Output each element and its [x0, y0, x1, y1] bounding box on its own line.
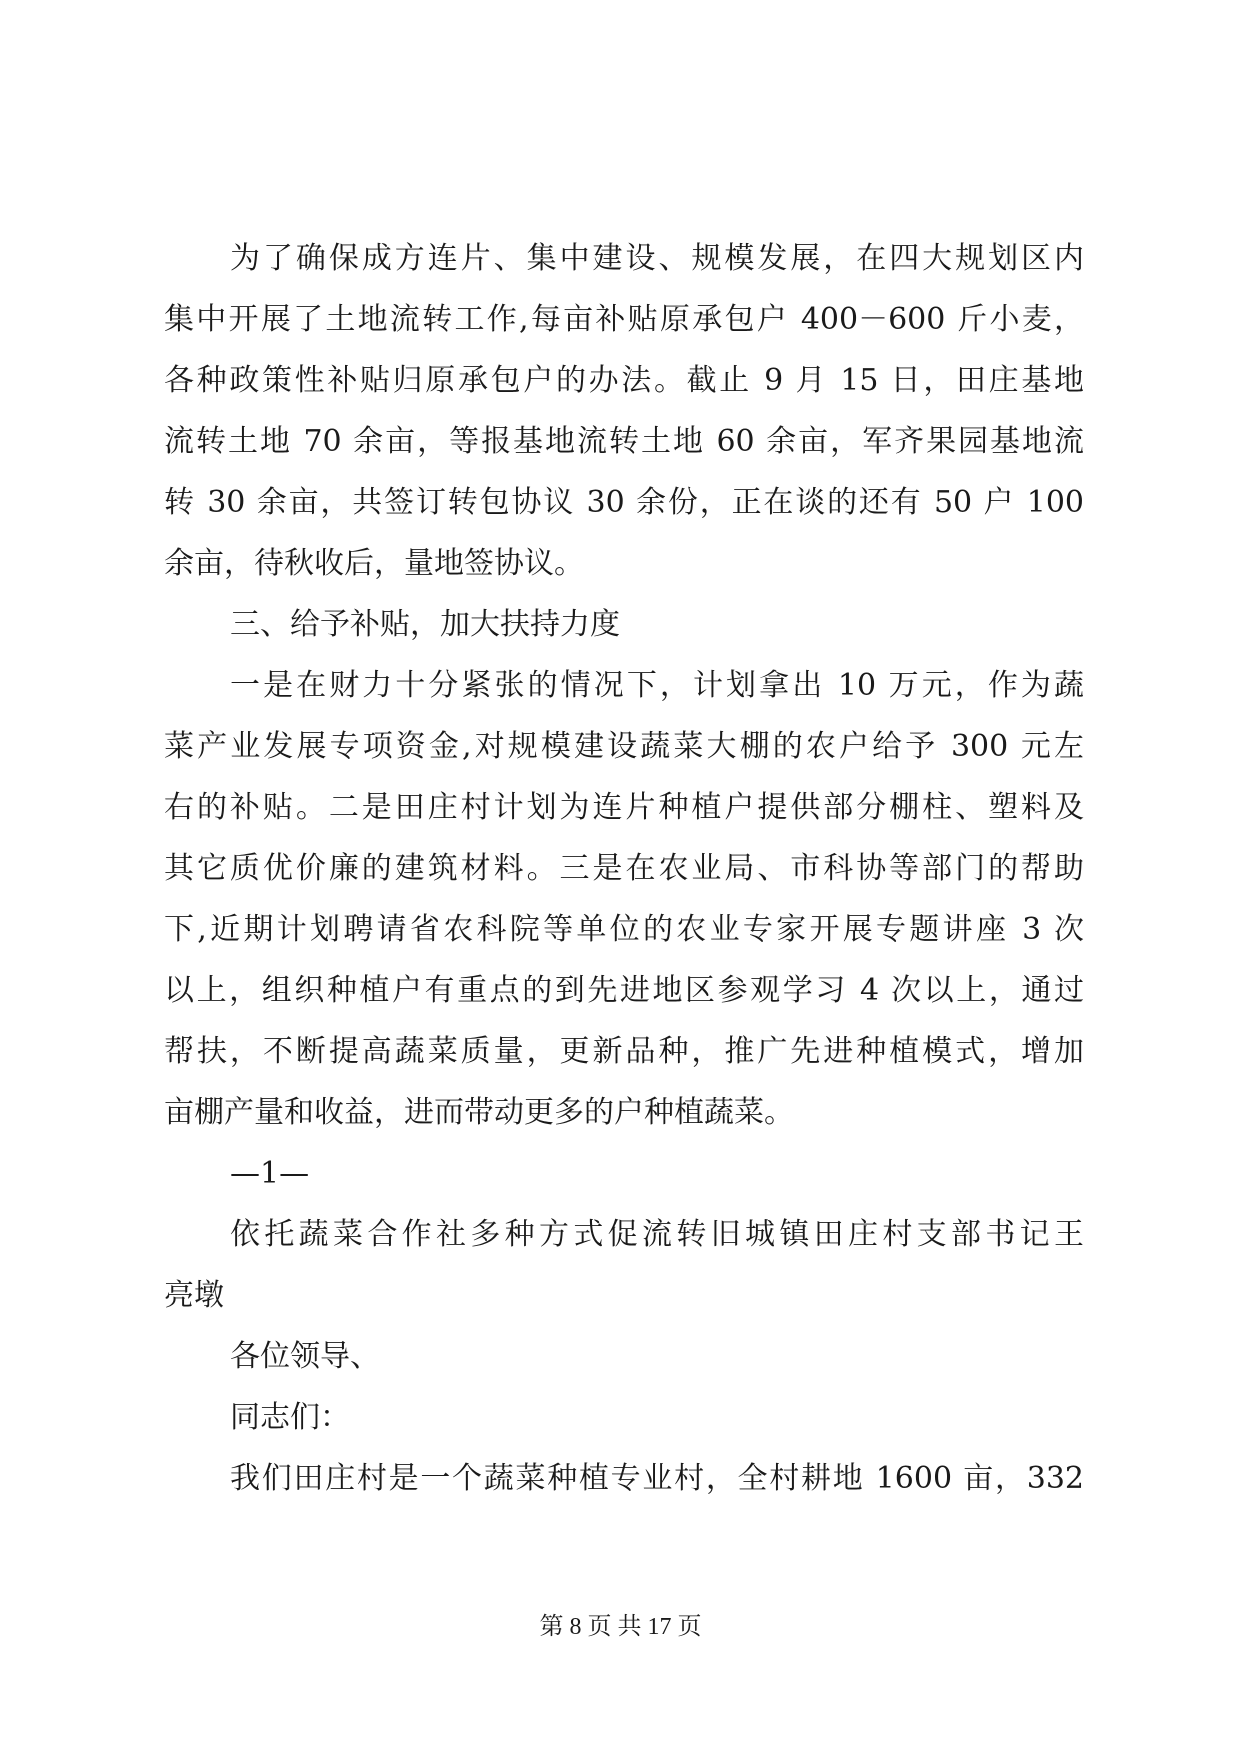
paragraph-line: 其它质优价廉的建筑材料。三是在农业局、市科协等部门的帮助: [164, 851, 1084, 886]
paragraph-line: 一是在财力十分紧张的情况下，计划拿出 10 万元，作为蔬: [230, 668, 1084, 703]
paragraph-line: 流转土地 70 余亩，等报基地流转土地 60 余亩，军齐果园基地流: [164, 424, 1084, 459]
paragraph-line: 转 30 余亩，共签订转包协议 30 余份，正在谈的还有 50 户 100: [164, 485, 1084, 520]
paragraph-line: 右的补贴。二是田庄村计划为连片种植户提供部分棚柱、塑料及: [164, 790, 1084, 825]
paragraph-line: 各种政策性补贴归原承包户的办法。截止 9 月 15 日，田庄基地: [164, 363, 1084, 398]
paragraph-line: 我们田庄村是一个蔬菜种植专业村，全村耕地 1600 亩，332: [230, 1461, 1084, 1496]
section-heading: 三、给予补贴，加大扶持力度: [230, 607, 620, 642]
paragraph-line: 以上，组织种植户有重点的到先进地区参观学习 4 次以上，通过: [164, 973, 1084, 1008]
article-title-line: 亮墩: [164, 1278, 224, 1313]
salutation-line: 同志们：: [230, 1400, 350, 1435]
paragraph-line: 下,近期计划聘请省农科院等单位的农业专家开展专题讲座 3 次: [164, 912, 1084, 947]
paragraph-line: 菜产业发展专项资金,对规模建设蔬菜大棚的农户给予 300 元左: [164, 729, 1084, 764]
article-title-line: 依托蔬菜合作社多种方式促流转旧城镇田庄村支部书记王: [230, 1217, 1084, 1252]
paragraph-line: 为了确保成方连片、集中建设、规模发展，在四大规划区内: [230, 241, 1084, 276]
paragraph-line: 亩棚产量和收益，进而带动更多的户种植蔬菜。: [164, 1095, 794, 1130]
page-footer: 第 8 页 共 17 页: [539, 1614, 702, 1640]
salutation-line: 各位领导、: [230, 1339, 380, 1374]
paragraph-line: 余亩，待秋收后，量地签协议。: [164, 546, 584, 581]
paragraph-line: 集中开展了土地流转工作,每亩补贴原承包户 400－600 斤小麦，: [164, 302, 1084, 337]
body-text: [164, 228, 1084, 1509]
paragraph-line: 帮扶，不断提高蔬菜质量，更新品种，推广先进种植模式，增加: [164, 1034, 1084, 1069]
inline-page-number: —1—: [230, 1156, 310, 1191]
